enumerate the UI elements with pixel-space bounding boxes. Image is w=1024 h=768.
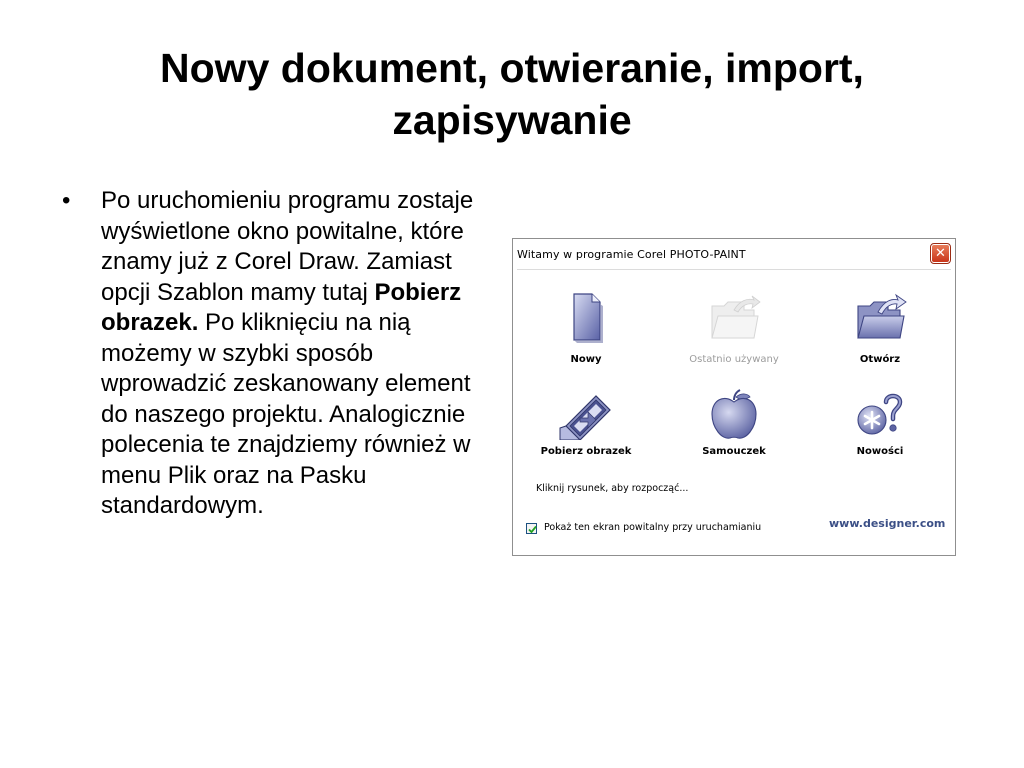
tile-tutorial[interactable]: [669, 388, 799, 457]
dialog-body: [517, 269, 951, 553]
bullet-paragraph: [101, 186, 491, 522]
tile-open-label: Otwórz: [859, 354, 901, 365]
close-button[interactable]: [931, 244, 950, 263]
tile-acquire-image-label: Pobierz obrazek: [540, 446, 632, 457]
tile-new[interactable]: [521, 288, 651, 365]
checkmark-icon: [528, 525, 537, 534]
tile-tutorial-label: Samouczek: [702, 446, 766, 457]
tile-whats-new[interactable]: [815, 388, 945, 457]
slide-title-line-2: zapisywanie: [392, 97, 632, 143]
website-link[interactable]: www.designer.com: [829, 517, 946, 530]
show-on-startup-label: Pokaż ten ekran powitalny przy uruchamianiu: [544, 522, 762, 533]
show-on-startup-checkbox[interactable]: [526, 523, 537, 534]
scanner-icon: [556, 388, 616, 440]
bullet-text-bold: Pobierz obrazek.: [101, 278, 462, 336]
open-folder-icon: [850, 288, 910, 348]
new-document-icon: [558, 288, 614, 348]
apple-icon: [704, 388, 764, 440]
recent-folder-icon: [704, 288, 764, 348]
bullet-text-part-2: Po kliknięciu na nią możemy w szybki sposób wprowadzić zeskanowany element do naszego projektu. Analogicznie polecenia te znajdziemy również w menu Plik oraz na Pasku standardowym.: [101, 309, 471, 519]
tile-new-label: Nowy: [570, 354, 602, 365]
tile-recent-label: Ostatnio używany: [689, 354, 779, 365]
tile-acquire-image[interactable]: [521, 388, 651, 457]
slide-title-line-1: Nowy dokument, otwieranie, import,: [160, 45, 864, 91]
tile-recent[interactable]: [669, 288, 799, 365]
bullet-marker: •: [62, 187, 71, 214]
close-icon: ✕: [935, 246, 946, 261]
bullet-text-part-1: Po uruchomieniu programu zostaje wyświetlone okno powitalne, które znamy już z Corel Draw. Zamiast opcji Szablon mamy tutaj: [101, 187, 474, 306]
dialog-titlebar[interactable]: [513, 239, 955, 269]
welcome-dialog: [512, 238, 956, 556]
tile-whats-new-label: Nowości: [856, 446, 904, 457]
hint-text: Kliknij rysunek, aby rozpocząć...: [536, 483, 689, 494]
dialog-title: Witamy w programie Corel PHOTO-PAINT: [517, 248, 746, 261]
whats-new-icon: [850, 388, 910, 440]
tile-open[interactable]: [815, 288, 945, 365]
slide-title: [60, 42, 964, 146]
